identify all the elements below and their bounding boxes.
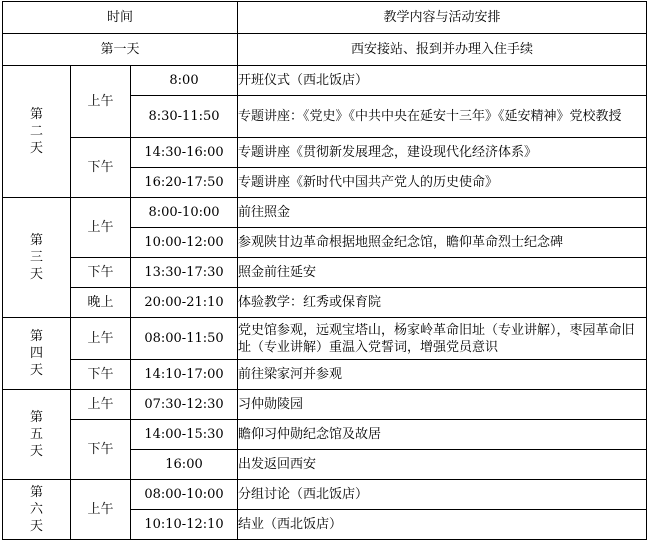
time-cell: 08:00-11:50 <box>131 318 238 360</box>
day-label: 第二天 <box>3 66 71 198</box>
activity-cell: 党史馆参观，远观宝塔山，杨家岭革命旧址（专业讲解），枣园革命旧址（专业讲解）重温入党誓词，增强党员意识 <box>238 318 647 360</box>
period-label: 上午 <box>71 198 131 258</box>
time-cell: 14:10-17:00 <box>131 360 238 390</box>
activity-cell: 结业（西北饭店） <box>238 510 647 540</box>
activity-cell: 瞻仰习仲勋纪念馆及故居 <box>238 420 647 450</box>
day-label: 第六天 <box>3 480 71 540</box>
period-label: 上午 <box>71 318 131 360</box>
day-label: 第三天 <box>3 198 71 318</box>
period-label: 晚上 <box>71 288 131 318</box>
header-time: 时间 <box>3 2 238 34</box>
activity-cell: 照金前往延安 <box>238 258 647 288</box>
activity-cell: 开班仪式（西北饭店） <box>238 66 647 96</box>
activity-cell: 分组讨论（西北饭店） <box>238 480 647 510</box>
period-label: 上午 <box>71 66 131 138</box>
table-row <box>3 360 647 390</box>
header-row <box>3 2 647 34</box>
time-cell: 16:20-17:50 <box>131 168 238 198</box>
activity-cell: 出发返回西安 <box>238 450 647 480</box>
table-row <box>3 258 647 288</box>
time-cell: 13:30-17:30 <box>131 258 238 288</box>
time-cell: 8:00 <box>131 66 238 96</box>
table-row <box>3 138 647 168</box>
time-cell: 07:30-12:30 <box>131 390 238 420</box>
table-row <box>3 34 647 66</box>
activity-cell: 西安接站、报到并办理入住手续 <box>238 34 647 66</box>
activity-cell: 专题讲座《贯彻新发展理念，建设现代化经济体系》 <box>238 138 647 168</box>
time-cell: 14:30-16:00 <box>131 138 238 168</box>
day-label: 第一天 <box>3 34 238 66</box>
time-cell: 10:10-12:10 <box>131 510 238 540</box>
time-cell: 16:00 <box>131 450 238 480</box>
table-row <box>3 390 647 420</box>
time-cell: 10:00-12:00 <box>131 228 238 258</box>
table-row <box>3 288 647 318</box>
period-label: 下午 <box>71 360 131 390</box>
period-label: 上午 <box>71 390 131 420</box>
time-cell: 8:00-10:00 <box>131 198 238 228</box>
schedule-table <box>2 1 647 540</box>
activity-cell: 体验教学：红秀或保育院 <box>238 288 647 318</box>
table-row <box>3 198 647 228</box>
period-label: 上午 <box>71 480 131 540</box>
table-row <box>3 66 647 96</box>
table-row <box>3 420 647 450</box>
time-cell: 8:30-11:50 <box>131 96 238 138</box>
day-label: 第五天 <box>3 390 71 480</box>
time-cell: 20:00-21:10 <box>131 288 238 318</box>
activity-cell: 习仲勋陵园 <box>238 390 647 420</box>
table-row <box>3 318 647 360</box>
activity-cell: 前往照金 <box>238 198 647 228</box>
activity-cell: 前往梁家河并参观 <box>238 360 647 390</box>
period-label: 下午 <box>71 420 131 480</box>
period-label: 下午 <box>71 258 131 288</box>
table-row <box>3 480 647 510</box>
day-label: 第四天 <box>3 318 71 390</box>
activity-cell: 参观陕甘边革命根据地照金纪念馆，瞻仰革命烈士纪念碑 <box>238 228 647 258</box>
activity-cell: 专题讲座《新时代中国共产党人的历史使命》 <box>238 168 647 198</box>
header-content: 教学内容与活动安排 <box>238 2 647 34</box>
time-cell: 14:00-15:30 <box>131 420 238 450</box>
time-cell: 08:00-10:00 <box>131 480 238 510</box>
activity-cell: 专题讲座：《党史》《中共中央在延安十三年》《延安精神》党校教授 <box>238 96 647 138</box>
period-label: 下午 <box>71 138 131 198</box>
